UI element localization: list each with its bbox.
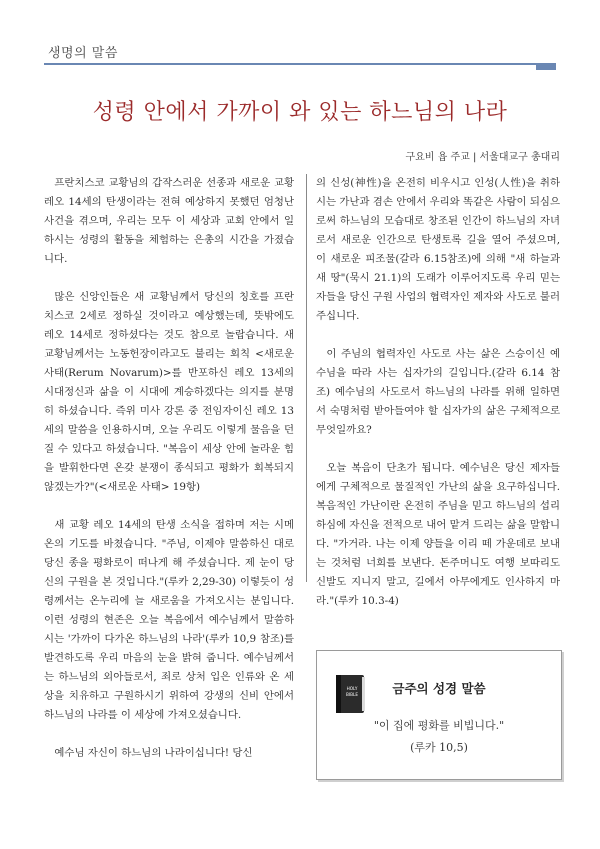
paragraph: 프란치스코 교황님의 갑작스러운 선종과 새로운 교황 레오 14세의 탄생이라는 전혀 예상하지 못했던 엄청난 사건을 겪으며, 우리는 모두 이 세상과 교회 안에서 일하시는 성령의 활동을 체험하는 은총의 시간을 가졌습니다. xyxy=(44,177,294,265)
verse-text: "이 집에 평화를 비빕니다." xyxy=(373,719,505,732)
paragraph: 의 신성(神性)을 온전히 비우시고 인성(人性)을 취하시는 가난과 겸손 안에서 우리와 똑같은 사람이 되심으로써 하느님의 모습대로 창조된 인간이 하느님의 자녀로서 새로운 인간으로 탄생토록 길을 열어 주셨으며, 이 새로운 피조물(갈라 6.15참조)에 의해 "새 하늘과 새 땅"(묵시 21.1)의 도래가 이루어지도록 우리 믿는 자들을 당신 구원 사업의 협력자인 제자와 사도로 불러 주십니다. xyxy=(316,177,560,322)
svg-text:HOLY: HOLY xyxy=(346,686,358,691)
section-label: 생명의 말씀 xyxy=(48,46,118,61)
right-column xyxy=(316,174,560,630)
top-rule xyxy=(44,63,556,65)
left-column xyxy=(44,174,294,782)
paragraph: 오늘 복음이 단초가 됩니다. 예수님은 당신 제자들에게 구체적으로 물질적인 가난의 삶을 요구하십니다. 복음적인 가난이란 온전히 주님을 믿고 하느님의 섭리하심에 자신을 전적으로 내어 맡겨 드리는 삶을 말합니다. "가거라. 나는 이제 양들을 이리 떼 가운데로 보내는 것처럼 너희를 보낸다. 돈주머니도 여행 보따리도 신발도 지니지 말고, 길에서 아무에게도 인사하지 마라."(루카 10.3-4) xyxy=(316,462,560,607)
paragraph: 예수님 자신이 하느님의 나라이십니다! 당신 xyxy=(54,747,253,759)
page-title: 성령 안에서 가까이 와 있는 하느님의 나라 xyxy=(92,100,508,125)
author-byline: 구요비 욥 주교 | 서울대교구 총대리 xyxy=(405,152,560,163)
verse-reference: (루카 10,5) xyxy=(410,741,468,754)
weekly-verse-box xyxy=(316,650,562,780)
column-divider xyxy=(306,174,307,582)
top-rule-accent xyxy=(536,63,556,70)
paragraph: 이 주님의 협력자인 사도로 사는 삶은 스승이신 예수님을 따라 사는 십자가의 길입니다.(갈라 6.14 참조) 예수님의 사도로서 하느님의 나라를 위해 일하면서 숙명처럼 받아들여야 할 십자가의 삶은 구체적으로 무엇일까요? xyxy=(316,348,560,436)
paragraph: 많은 신앙인들은 새 교황님께서 당신의 칭호를 프란치스코 2세로 정하실 것이라고 예상했는데, 뜻밖에도 레오 14세로 정하셨다는 것도 참으로 놀랍습니다. 새 교황님께서는 노동헌장이라고도 불리는 회칙 <새로운 사태(Rerum Novarum)>를 반포하신 레오 13세의 시대정신과 삶을 이 시대에 계승하겠다는 의지를 분명히 하셨습니다. 즉위 미사 강론 중 전임자이신 레오 13세의 말씀을 인용하시며, 오늘 우리도 이렇게 물음을 던질 수 있다고 하셨습니다. "복음이 세상 안에 놀라운 힘을 발휘한다면 온갖 분쟁이 종식되고 평화가 회복되지 않겠는가?"(<새로운 사태> 19항) xyxy=(44,291,294,493)
verse-box-title: 금주의 성경 말씀 xyxy=(392,681,486,696)
paragraph: 새 교황 레오 14세의 탄생 소식을 접하며 저는 시메온의 기도를 바쳤습니다. "주님, 이제야 말씀하신 대로 당신 종을 평화로이 떠나게 해 주셨습니다. 제 눈이 당신의 구원을 본 것입니다."(루카 2,29-30) 이렇듯이 성령께서는 온누리에 늘 새로움을 가져오시는 분입니다. 이런 성령의 현존은 오늘 복음에서 예수님께서 말씀하시는 '가까이 다가온 하느님의 나라'(루카 10,9 참조)를 발견하도록 우리 마음의 눈을 밝혀 줍니다. 예수님께서는 하느님의 외아들로서, 죄로 상처 입은 인류와 온 세상을 치유하고 구원하시기 위하여 강생의 신비 안에서 하느님의 나라를 이 세상에 가져오셨습니다. xyxy=(44,519,294,721)
svg-text:BIBLE: BIBLE xyxy=(346,692,358,697)
